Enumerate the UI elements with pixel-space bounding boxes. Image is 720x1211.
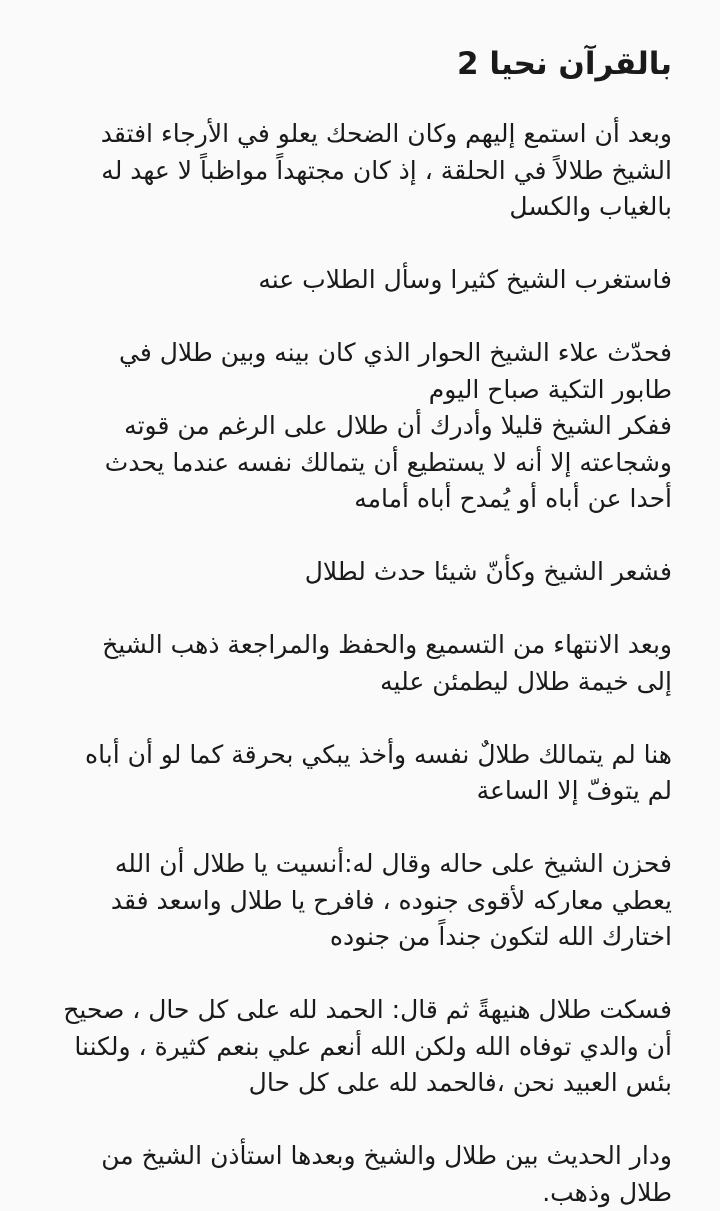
paragraph-9: ودار الحديث بين طلال والشيخ وبعدها استأذن الشيخ من طلال وذهب.	[101, 1141, 672, 1207]
document-body	[52, 116, 672, 1211]
paragraph-6: هنا لم يتمالك طلالٌ نفسه وأخذ يبكي بحرقة كما لو أن أباه لم يتوفّ إلا الساعة	[85, 739, 672, 805]
paragraph-2: فاستغرب الشيخ كثيرا وسأل الطلاب عنه	[258, 265, 672, 294]
paragraph-4: فشعر الشيخ وكأنّ شيئا حدث لطلال	[304, 557, 672, 586]
document-title: بالقرآن نحيا 2	[456, 46, 672, 82]
paragraph-7: فحزن الشيخ على حاله وقال له:أنسيت يا طلال أن الله يعطي معاركه لأقوى جنوده ، فافرح يا طلال واسعد فقد اختارك الله لتكون جنداً من جنوده	[110, 849, 672, 951]
paragraph-5: وبعد الانتهاء من التسميع والحفظ والمراجعة ذهب الشيخ إلى خيمة طلال ليطمئن عليه	[102, 630, 672, 696]
paragraph-8: فسكت طلال هنيهةً ثم قال: الحمد لله على كل حال ، صحيح أن والدي توفاه الله ولكن الله أنعم علي بنعم كثيرة ، ولكننا بئس العبيد نحن ،فالحمد لله على كل حال	[63, 995, 672, 1097]
paragraph-3: فحدّث علاء الشيخ الحوار الذي كان بينه وبين طلال في طابور التكية صباح اليوم ففكر الشيخ قليلا وأدرك أن طلال على الرغم من قوته وشجاعته إلا أنه لا يستطيع أن يتمالك نفسه عندما يحدث أحدا عن أباه أو يُمدح أباه أمامه	[104, 338, 672, 513]
paragraph-1: وبعد أن استمع إليهم وكان الضحك يعلو في الأرجاء افتقد الشيخ طلالاً في الحلقة ، إذ كان مجتهداً مواظباً لا عهد له بالغياب والكسل	[100, 119, 672, 221]
